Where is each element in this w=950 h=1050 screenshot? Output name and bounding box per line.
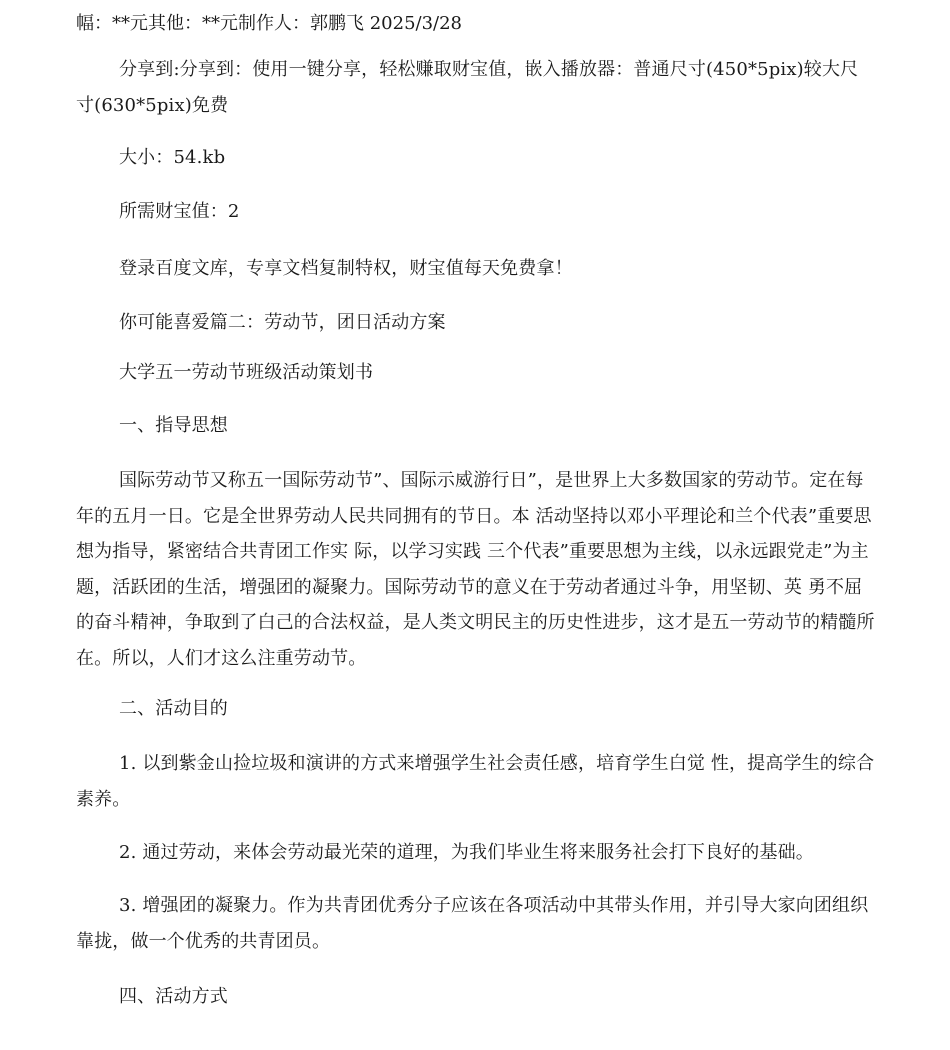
document-meta-line: 幅：**元其他：**元制作人：郭鹏飞 2025/3/28	[76, 13, 463, 34]
required-points-text: 所需财宝值：2	[119, 201, 240, 222]
related-article-heading: 你可能喜爱篇二：劳动节，团日活动方案	[119, 312, 446, 333]
purpose-item-3: 3. 增强团的凝聚力。作为共青团优秀分子应该在各项活动中其带头作用，并引导大家向团组织靠拢，做一个优秀的共青团员。	[76, 895, 869, 952]
section-heading-guiding-thought: 一、指导思想	[119, 415, 228, 436]
share-paragraph: 分享到:分享到：使用一键分享，轻松赚取财宝值，嵌入播放器：普通尺寸(450*5pix)较大尺寸(630*5pix)免费	[76, 59, 859, 116]
section-heading-purpose: 二、活动目的	[119, 698, 228, 719]
section-body-guiding-thought: 国际劳动节又称五一国际劳动节”、国际示威游行日”，是世界上大多数国家的劳动节。定在每年的五月一日。它是全世界劳动人民共同拥有的节日。本 活动坚持以邓小平理论和兰个代表”重要思想为指导，紧密结合共青团工作实 际，以学习实践 三个代表”重要思想为主线，以永远跟党走”为主题，活跃团的生活，增强团的凝聚力。国际劳动节的意义在于劳动者通过斗争，用坚韧、英 勇不屈的奋斗精神，争取到了白己的合法权益，是人类文明民主的历史性进步，这才是五一劳动节的精髓所在。所以，人们才这么注重劳动节。	[76, 470, 875, 669]
section-heading-method: 四、活动方式	[119, 986, 228, 1007]
file-size-text: 大小：54.kb	[119, 147, 226, 168]
purpose-item-1: 1. 以到紫金山捡垃圾和演讲的方式来增强学生社会责任感，培育学生白觉 性，提高学生的综合素养。	[76, 753, 875, 810]
login-promo-text: 登录百度文库，专享文档复制特权，财宝值每天免费拿！	[119, 258, 573, 279]
plan-title: 大学五一劳动节班级活动策划书	[119, 362, 374, 383]
purpose-item-2: 2. 通过劳动，来体会劳动最光荣的道理，为我们毕业生将来服务社会打下良好的基础。	[119, 842, 814, 863]
